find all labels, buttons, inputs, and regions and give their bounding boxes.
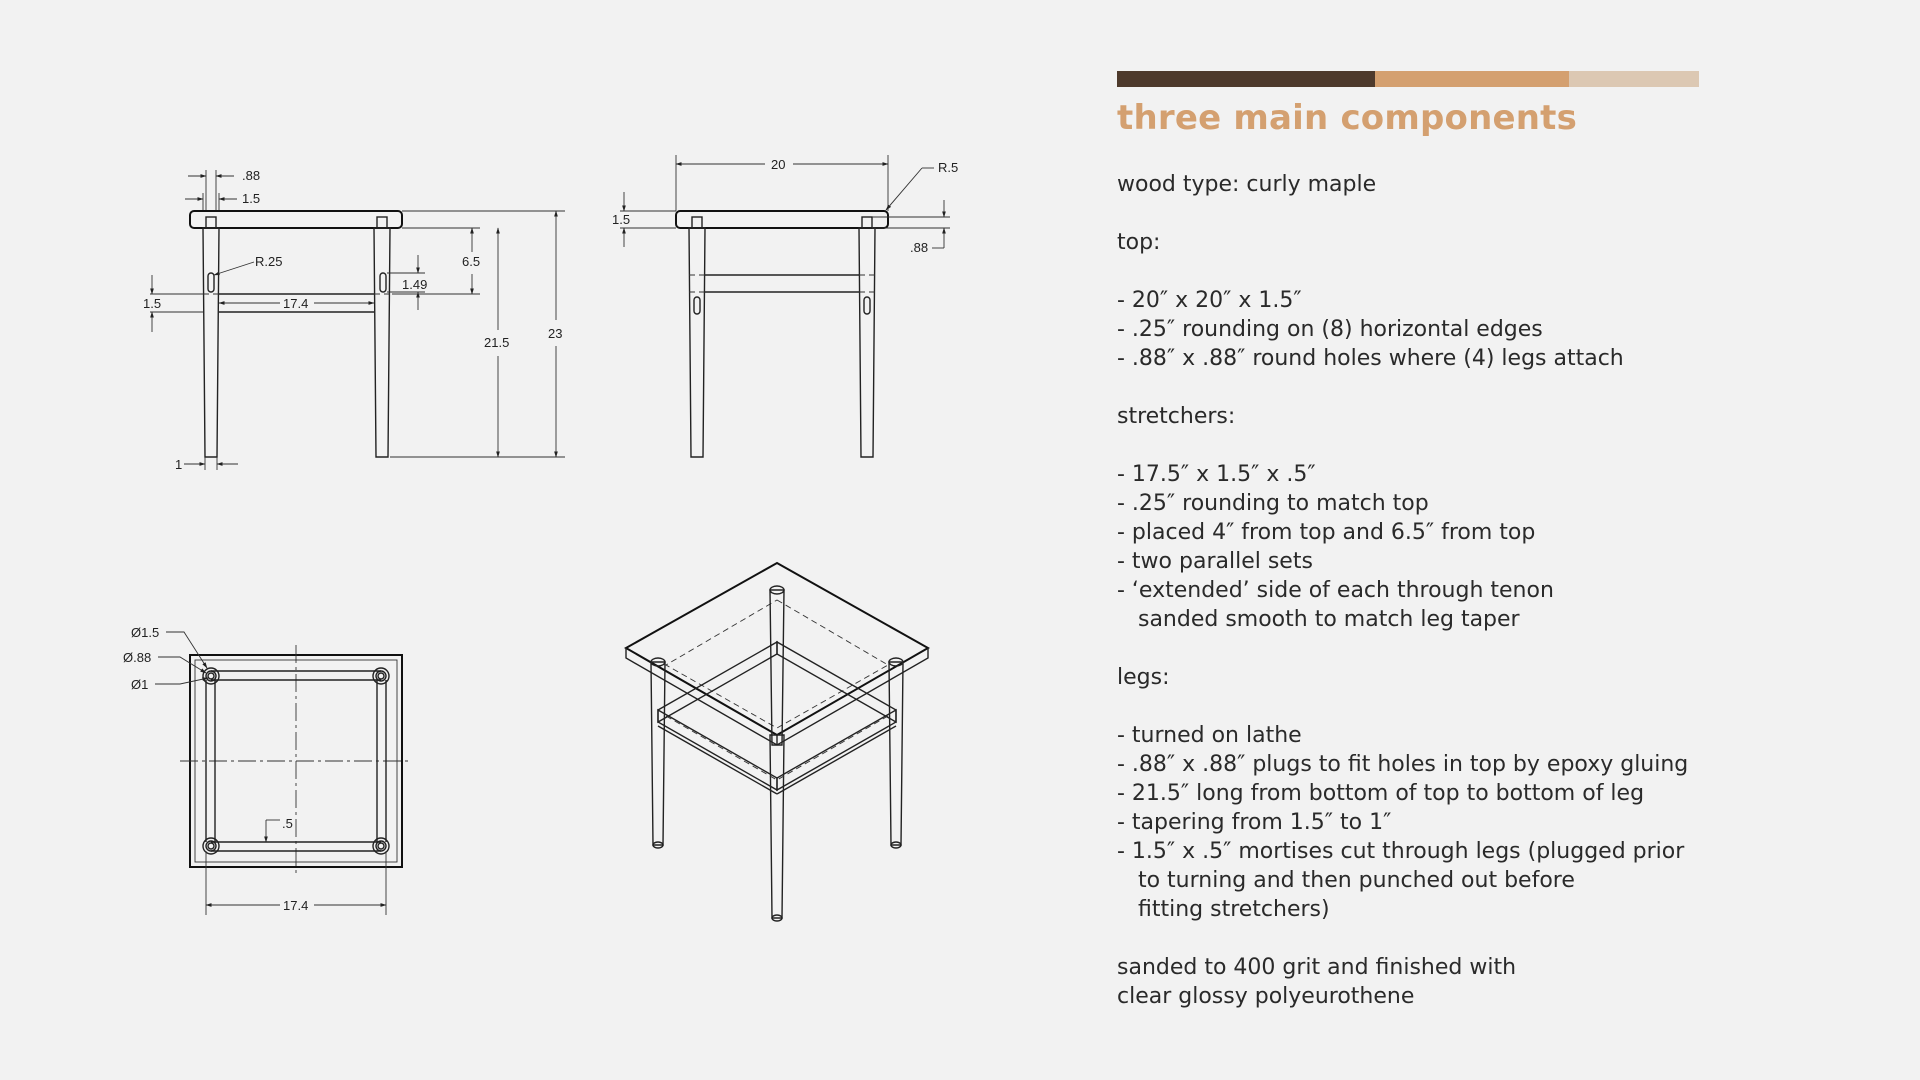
front-dim-span: 17.4: [283, 296, 309, 311]
front-dim-total-height: 23: [548, 326, 563, 341]
spec-line: - two parallel sets: [1117, 549, 1313, 574]
spec-line: - .25″ rounding on (8) horizontal edges: [1117, 317, 1543, 342]
spec-line: - .25″ rounding to match top: [1117, 491, 1429, 516]
accent-color-bar: [1117, 71, 1699, 87]
section-title: three main components: [1117, 98, 1578, 138]
side-dim-tenon: .88: [910, 240, 929, 255]
spec-line: [1117, 257, 1837, 286]
front-tenon-right: [377, 217, 387, 228]
front-dim-tenon: .88: [242, 168, 261, 183]
top-dim-hole-dia: Ø.88: [123, 650, 152, 665]
spec-line: - 21.5″ long from bottom of top to bottom of leg: [1117, 781, 1645, 806]
front-dim-leg-length: 21.5: [484, 335, 510, 350]
color-bar-light-segment: [1569, 71, 1699, 87]
front-tenon-left: [206, 217, 216, 228]
front-dim-leg-bottom: 1: [175, 457, 183, 472]
spec-line: - ‘extended’ side of each through tenon: [1117, 578, 1554, 603]
spec-line: [1117, 431, 1837, 460]
isometric-view: [626, 563, 928, 921]
spec-line: stretchers:: [1117, 404, 1236, 429]
spec-line: [1117, 924, 1837, 953]
spec-line: - turned on lathe: [1117, 723, 1302, 748]
spec-line: - 1.5″ x .5″ mortises cut through legs (plugged prior: [1117, 839, 1685, 864]
spec-line: [1117, 692, 1837, 721]
side-dim-width: 20: [771, 157, 786, 172]
side-view: [612, 155, 958, 457]
spec-line: - placed 4″ from top and 6.5″ from top: [1117, 520, 1536, 545]
front-dim-leg-top: 1.5: [242, 191, 261, 206]
top-dim-bottom-dia: Ø1: [131, 677, 149, 692]
side-leg-right: [859, 228, 875, 457]
iso-legs: [651, 586, 903, 921]
spec-line: sanded smooth to match leg taper: [1117, 607, 1520, 632]
color-bar-mid-segment: [1375, 71, 1569, 87]
color-bar-dark-segment: [1117, 71, 1375, 87]
iso-stretchers: [658, 642, 896, 794]
spec-line: - .88″ x .88″ round holes where (4) legs attach: [1117, 346, 1624, 371]
front-mortise-right: [380, 273, 386, 292]
top-dim-leg-dia: Ø1.5: [131, 625, 160, 640]
spec-line: legs:: [1117, 665, 1170, 690]
spec-line: - 20″ x 20″ x 1.5″: [1117, 288, 1302, 313]
front-mortise-left: [208, 273, 214, 292]
top-view: [123, 625, 412, 915]
spec-line: top:: [1117, 230, 1161, 255]
front-dim-radius: R.25: [255, 254, 283, 269]
front-leg-left: [203, 228, 219, 457]
front-dim-stretcher-drop: 6.5: [462, 254, 481, 269]
spec-line: - .88″ x .88″ plugs to fit holes in top by epoxy gluing: [1117, 752, 1689, 777]
front-tabletop: [190, 211, 402, 228]
front-view: [143, 168, 565, 472]
spec-line: fitting stretchers): [1117, 897, 1330, 922]
spec-line: - 17.5″ x 1.5″ x .5″: [1117, 462, 1316, 487]
side-dim-corner-radius: R.5: [938, 160, 959, 175]
top-dim-stretcher: .5: [282, 816, 293, 831]
side-leg-left: [689, 228, 705, 457]
spec-line: [1117, 634, 1837, 663]
front-dim-mortise: 1.49: [402, 277, 428, 292]
spec-line: - tapering from 1.5″ to 1″: [1117, 810, 1392, 835]
spec-line: [1117, 373, 1837, 402]
spec-line: to turning and then punched out before: [1117, 868, 1575, 893]
side-tabletop: [676, 211, 888, 228]
front-leg-right: [374, 228, 390, 457]
spec-line: [1117, 199, 1837, 228]
front-dim-stretcher-height: 1.5: [143, 296, 162, 311]
spec-line: sanded to 400 grit and finished with: [1117, 955, 1517, 980]
spec-line: wood type: curly maple: [1117, 172, 1377, 197]
specification-text: [1117, 170, 1837, 1011]
side-dim-top-thickness: 1.5: [612, 212, 631, 227]
spec-line: clear glossy polyeurothene: [1117, 984, 1415, 1009]
top-dim-span: 17.4: [283, 898, 309, 913]
